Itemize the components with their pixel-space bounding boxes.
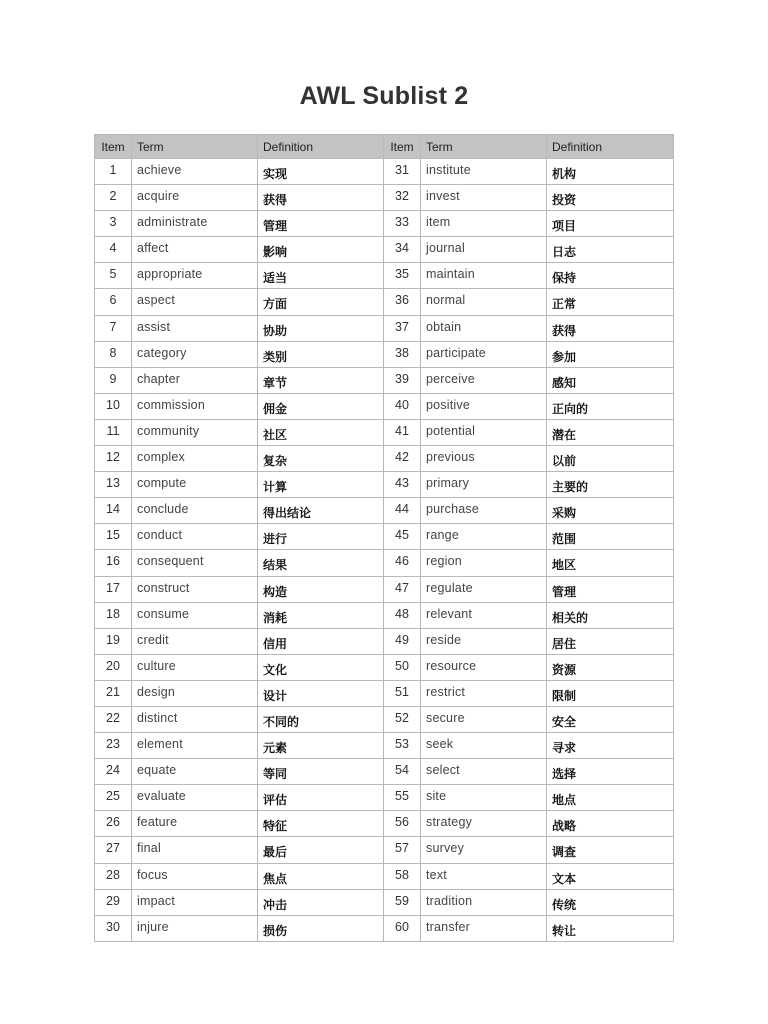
item-number-left: 22 <box>95 706 132 732</box>
definition-left: 社区 <box>258 419 384 445</box>
item-number-right: 58 <box>384 863 421 889</box>
table-row <box>95 680 674 706</box>
item-number-right: 56 <box>384 811 421 837</box>
term-right: regulate <box>421 576 547 602</box>
term-right: restrict <box>421 680 547 706</box>
term-right: relevant <box>421 602 547 628</box>
definition-left: 焦点 <box>258 863 384 889</box>
table-row <box>95 211 674 237</box>
term-left: evaluate <box>132 785 258 811</box>
term-right: journal <box>421 237 547 263</box>
definition-left: 复杂 <box>258 446 384 472</box>
item-number-left: 29 <box>95 889 132 915</box>
term-right: text <box>421 863 547 889</box>
term-left: chapter <box>132 367 258 393</box>
term-left: construct <box>132 576 258 602</box>
table-row <box>95 785 674 811</box>
term-right: item <box>421 211 547 237</box>
term-right: purchase <box>421 498 547 524</box>
definition-left: 得出结论 <box>258 498 384 524</box>
term-left: design <box>132 680 258 706</box>
item-number-left: 26 <box>95 811 132 837</box>
table-row <box>95 654 674 680</box>
term-right: perceive <box>421 367 547 393</box>
term-right: strategy <box>421 811 547 837</box>
term-right: survey <box>421 837 547 863</box>
item-number-left: 5 <box>95 263 132 289</box>
term-left: element <box>132 733 258 759</box>
header-definition-right: Definition <box>547 135 674 159</box>
definition-left: 影响 <box>258 237 384 263</box>
table-row <box>95 889 674 915</box>
term-left: conclude <box>132 498 258 524</box>
definition-right: 调查 <box>547 837 674 863</box>
term-left: equate <box>132 759 258 785</box>
item-number-left: 10 <box>95 393 132 419</box>
item-number-left: 25 <box>95 785 132 811</box>
definition-left: 设计 <box>258 680 384 706</box>
item-number-right: 57 <box>384 837 421 863</box>
item-number-left: 12 <box>95 446 132 472</box>
item-number-left: 8 <box>95 341 132 367</box>
item-number-right: 51 <box>384 680 421 706</box>
term-left: assist <box>132 315 258 341</box>
definition-left: 管理 <box>258 211 384 237</box>
header-item-right: Item <box>384 135 421 159</box>
header-item-left: Item <box>95 135 132 159</box>
term-right: site <box>421 785 547 811</box>
definition-left: 不同的 <box>258 706 384 732</box>
definition-right: 感知 <box>547 367 674 393</box>
item-number-left: 2 <box>95 185 132 211</box>
term-left: compute <box>132 472 258 498</box>
table-row <box>95 367 674 393</box>
definition-right: 限制 <box>547 680 674 706</box>
term-left: complex <box>132 446 258 472</box>
term-right: obtain <box>421 315 547 341</box>
term-right: tradition <box>421 889 547 915</box>
definition-left: 方面 <box>258 289 384 315</box>
table-body <box>95 159 674 942</box>
definition-right: 项目 <box>547 211 674 237</box>
item-number-left: 7 <box>95 315 132 341</box>
term-right: positive <box>421 393 547 419</box>
item-number-right: 54 <box>384 759 421 785</box>
definition-right: 正向的 <box>547 393 674 419</box>
term-left: final <box>132 837 258 863</box>
table-row <box>95 159 674 185</box>
term-left: consequent <box>132 550 258 576</box>
definition-right: 日志 <box>547 237 674 263</box>
definition-right: 以前 <box>547 446 674 472</box>
definition-right: 安全 <box>547 706 674 732</box>
item-number-right: 36 <box>384 289 421 315</box>
item-number-left: 24 <box>95 759 132 785</box>
definition-right: 地区 <box>547 550 674 576</box>
item-number-left: 20 <box>95 654 132 680</box>
item-number-right: 42 <box>384 446 421 472</box>
item-number-right: 34 <box>384 237 421 263</box>
table-row <box>95 550 674 576</box>
term-left: culture <box>132 654 258 680</box>
term-left: category <box>132 341 258 367</box>
term-right: primary <box>421 472 547 498</box>
definition-left: 最后 <box>258 837 384 863</box>
vocabulary-table <box>94 134 674 942</box>
definition-left: 评估 <box>258 785 384 811</box>
term-right: select <box>421 759 547 785</box>
item-number-left: 11 <box>95 419 132 445</box>
definition-right: 居住 <box>547 628 674 654</box>
item-number-right: 40 <box>384 393 421 419</box>
header-definition-left: Definition <box>258 135 384 159</box>
term-left: administrate <box>132 211 258 237</box>
term-right: transfer <box>421 915 547 941</box>
header-term-right: Term <box>421 135 547 159</box>
term-right: seek <box>421 733 547 759</box>
term-left: community <box>132 419 258 445</box>
table-row <box>95 237 674 263</box>
table-row <box>95 341 674 367</box>
definition-left: 等同 <box>258 759 384 785</box>
item-number-right: 49 <box>384 628 421 654</box>
definition-right: 寻求 <box>547 733 674 759</box>
definition-left: 冲击 <box>258 889 384 915</box>
definition-left: 损伤 <box>258 915 384 941</box>
item-number-right: 55 <box>384 785 421 811</box>
item-number-right: 48 <box>384 602 421 628</box>
term-left: injure <box>132 915 258 941</box>
item-number-left: 3 <box>95 211 132 237</box>
item-number-left: 6 <box>95 289 132 315</box>
table-row <box>95 915 674 941</box>
table-row <box>95 393 674 419</box>
term-right: potential <box>421 419 547 445</box>
item-number-right: 43 <box>384 472 421 498</box>
table-row <box>95 263 674 289</box>
definition-right: 地点 <box>547 785 674 811</box>
item-number-left: 21 <box>95 680 132 706</box>
table-row <box>95 498 674 524</box>
term-left: conduct <box>132 524 258 550</box>
table-row <box>95 837 674 863</box>
item-number-left: 18 <box>95 602 132 628</box>
item-number-left: 17 <box>95 576 132 602</box>
definition-right: 保持 <box>547 263 674 289</box>
table-row <box>95 628 674 654</box>
item-number-right: 39 <box>384 367 421 393</box>
term-left: acquire <box>132 185 258 211</box>
definition-left: 获得 <box>258 185 384 211</box>
item-number-right: 59 <box>384 889 421 915</box>
definition-left: 元素 <box>258 733 384 759</box>
term-left: achieve <box>132 159 258 185</box>
item-number-left: 4 <box>95 237 132 263</box>
term-right: previous <box>421 446 547 472</box>
definition-left: 消耗 <box>258 602 384 628</box>
definition-left: 适当 <box>258 263 384 289</box>
item-number-left: 16 <box>95 550 132 576</box>
table-row <box>95 289 674 315</box>
item-number-left: 30 <box>95 915 132 941</box>
item-number-left: 15 <box>95 524 132 550</box>
term-left: distinct <box>132 706 258 732</box>
table-row <box>95 524 674 550</box>
definition-right: 相关的 <box>547 602 674 628</box>
term-left: focus <box>132 863 258 889</box>
definition-right: 获得 <box>547 315 674 341</box>
table-row <box>95 576 674 602</box>
definition-right: 正常 <box>547 289 674 315</box>
item-number-right: 45 <box>384 524 421 550</box>
item-number-right: 52 <box>384 706 421 732</box>
definition-left: 章节 <box>258 367 384 393</box>
term-right: institute <box>421 159 547 185</box>
term-left: consume <box>132 602 258 628</box>
item-number-right: 47 <box>384 576 421 602</box>
term-left: feature <box>132 811 258 837</box>
term-right: normal <box>421 289 547 315</box>
term-right: participate <box>421 341 547 367</box>
definition-right: 文本 <box>547 863 674 889</box>
item-number-right: 37 <box>384 315 421 341</box>
item-number-right: 53 <box>384 733 421 759</box>
item-number-left: 13 <box>95 472 132 498</box>
definition-right: 采购 <box>547 498 674 524</box>
page-title: AWL Sublist 2 <box>299 82 469 110</box>
item-number-left: 1 <box>95 159 132 185</box>
item-number-right: 60 <box>384 915 421 941</box>
definition-left: 结果 <box>258 550 384 576</box>
term-right: region <box>421 550 547 576</box>
definition-left: 构造 <box>258 576 384 602</box>
item-number-right: 41 <box>384 419 421 445</box>
table-header-row <box>95 135 674 159</box>
item-number-right: 31 <box>384 159 421 185</box>
table-row <box>95 472 674 498</box>
term-left: aspect <box>132 289 258 315</box>
term-right: range <box>421 524 547 550</box>
term-right: resource <box>421 654 547 680</box>
definition-right: 传统 <box>547 889 674 915</box>
item-number-right: 33 <box>384 211 421 237</box>
term-left: commission <box>132 393 258 419</box>
term-right: secure <box>421 706 547 732</box>
term-left: impact <box>132 889 258 915</box>
term-right: reside <box>421 628 547 654</box>
definition-right: 转让 <box>547 915 674 941</box>
table-row <box>95 759 674 785</box>
table-row <box>95 811 674 837</box>
definition-right: 范围 <box>547 524 674 550</box>
term-right: invest <box>421 185 547 211</box>
item-number-left: 9 <box>95 367 132 393</box>
definition-right: 选择 <box>547 759 674 785</box>
item-number-right: 50 <box>384 654 421 680</box>
definition-right: 战略 <box>547 811 674 837</box>
table-row <box>95 446 674 472</box>
definition-left: 信用 <box>258 628 384 654</box>
definition-left: 进行 <box>258 524 384 550</box>
definition-right: 主要的 <box>547 472 674 498</box>
definition-right: 投资 <box>547 185 674 211</box>
table-row <box>95 706 674 732</box>
definition-left: 文化 <box>258 654 384 680</box>
item-number-right: 38 <box>384 341 421 367</box>
table-row <box>95 185 674 211</box>
header-term-left: Term <box>132 135 258 159</box>
item-number-left: 14 <box>95 498 132 524</box>
definition-right: 资源 <box>547 654 674 680</box>
item-number-left: 27 <box>95 837 132 863</box>
item-number-right: 46 <box>384 550 421 576</box>
definition-left: 类别 <box>258 341 384 367</box>
definition-left: 实现 <box>258 159 384 185</box>
term-left: appropriate <box>132 263 258 289</box>
definition-left: 计算 <box>258 472 384 498</box>
term-right: maintain <box>421 263 547 289</box>
table-row <box>95 602 674 628</box>
item-number-left: 23 <box>95 733 132 759</box>
definition-left: 协助 <box>258 315 384 341</box>
item-number-right: 44 <box>384 498 421 524</box>
item-number-right: 32 <box>384 185 421 211</box>
definition-right: 参加 <box>547 341 674 367</box>
table-row <box>95 315 674 341</box>
definition-right: 机构 <box>547 159 674 185</box>
table-row <box>95 419 674 445</box>
item-number-left: 28 <box>95 863 132 889</box>
definition-left: 佣金 <box>258 393 384 419</box>
definition-right: 潜在 <box>547 419 674 445</box>
table-row <box>95 863 674 889</box>
item-number-right: 35 <box>384 263 421 289</box>
item-number-left: 19 <box>95 628 132 654</box>
definition-left: 特征 <box>258 811 384 837</box>
term-left: affect <box>132 237 258 263</box>
term-left: credit <box>132 628 258 654</box>
table-row <box>95 733 674 759</box>
definition-right: 管理 <box>547 576 674 602</box>
